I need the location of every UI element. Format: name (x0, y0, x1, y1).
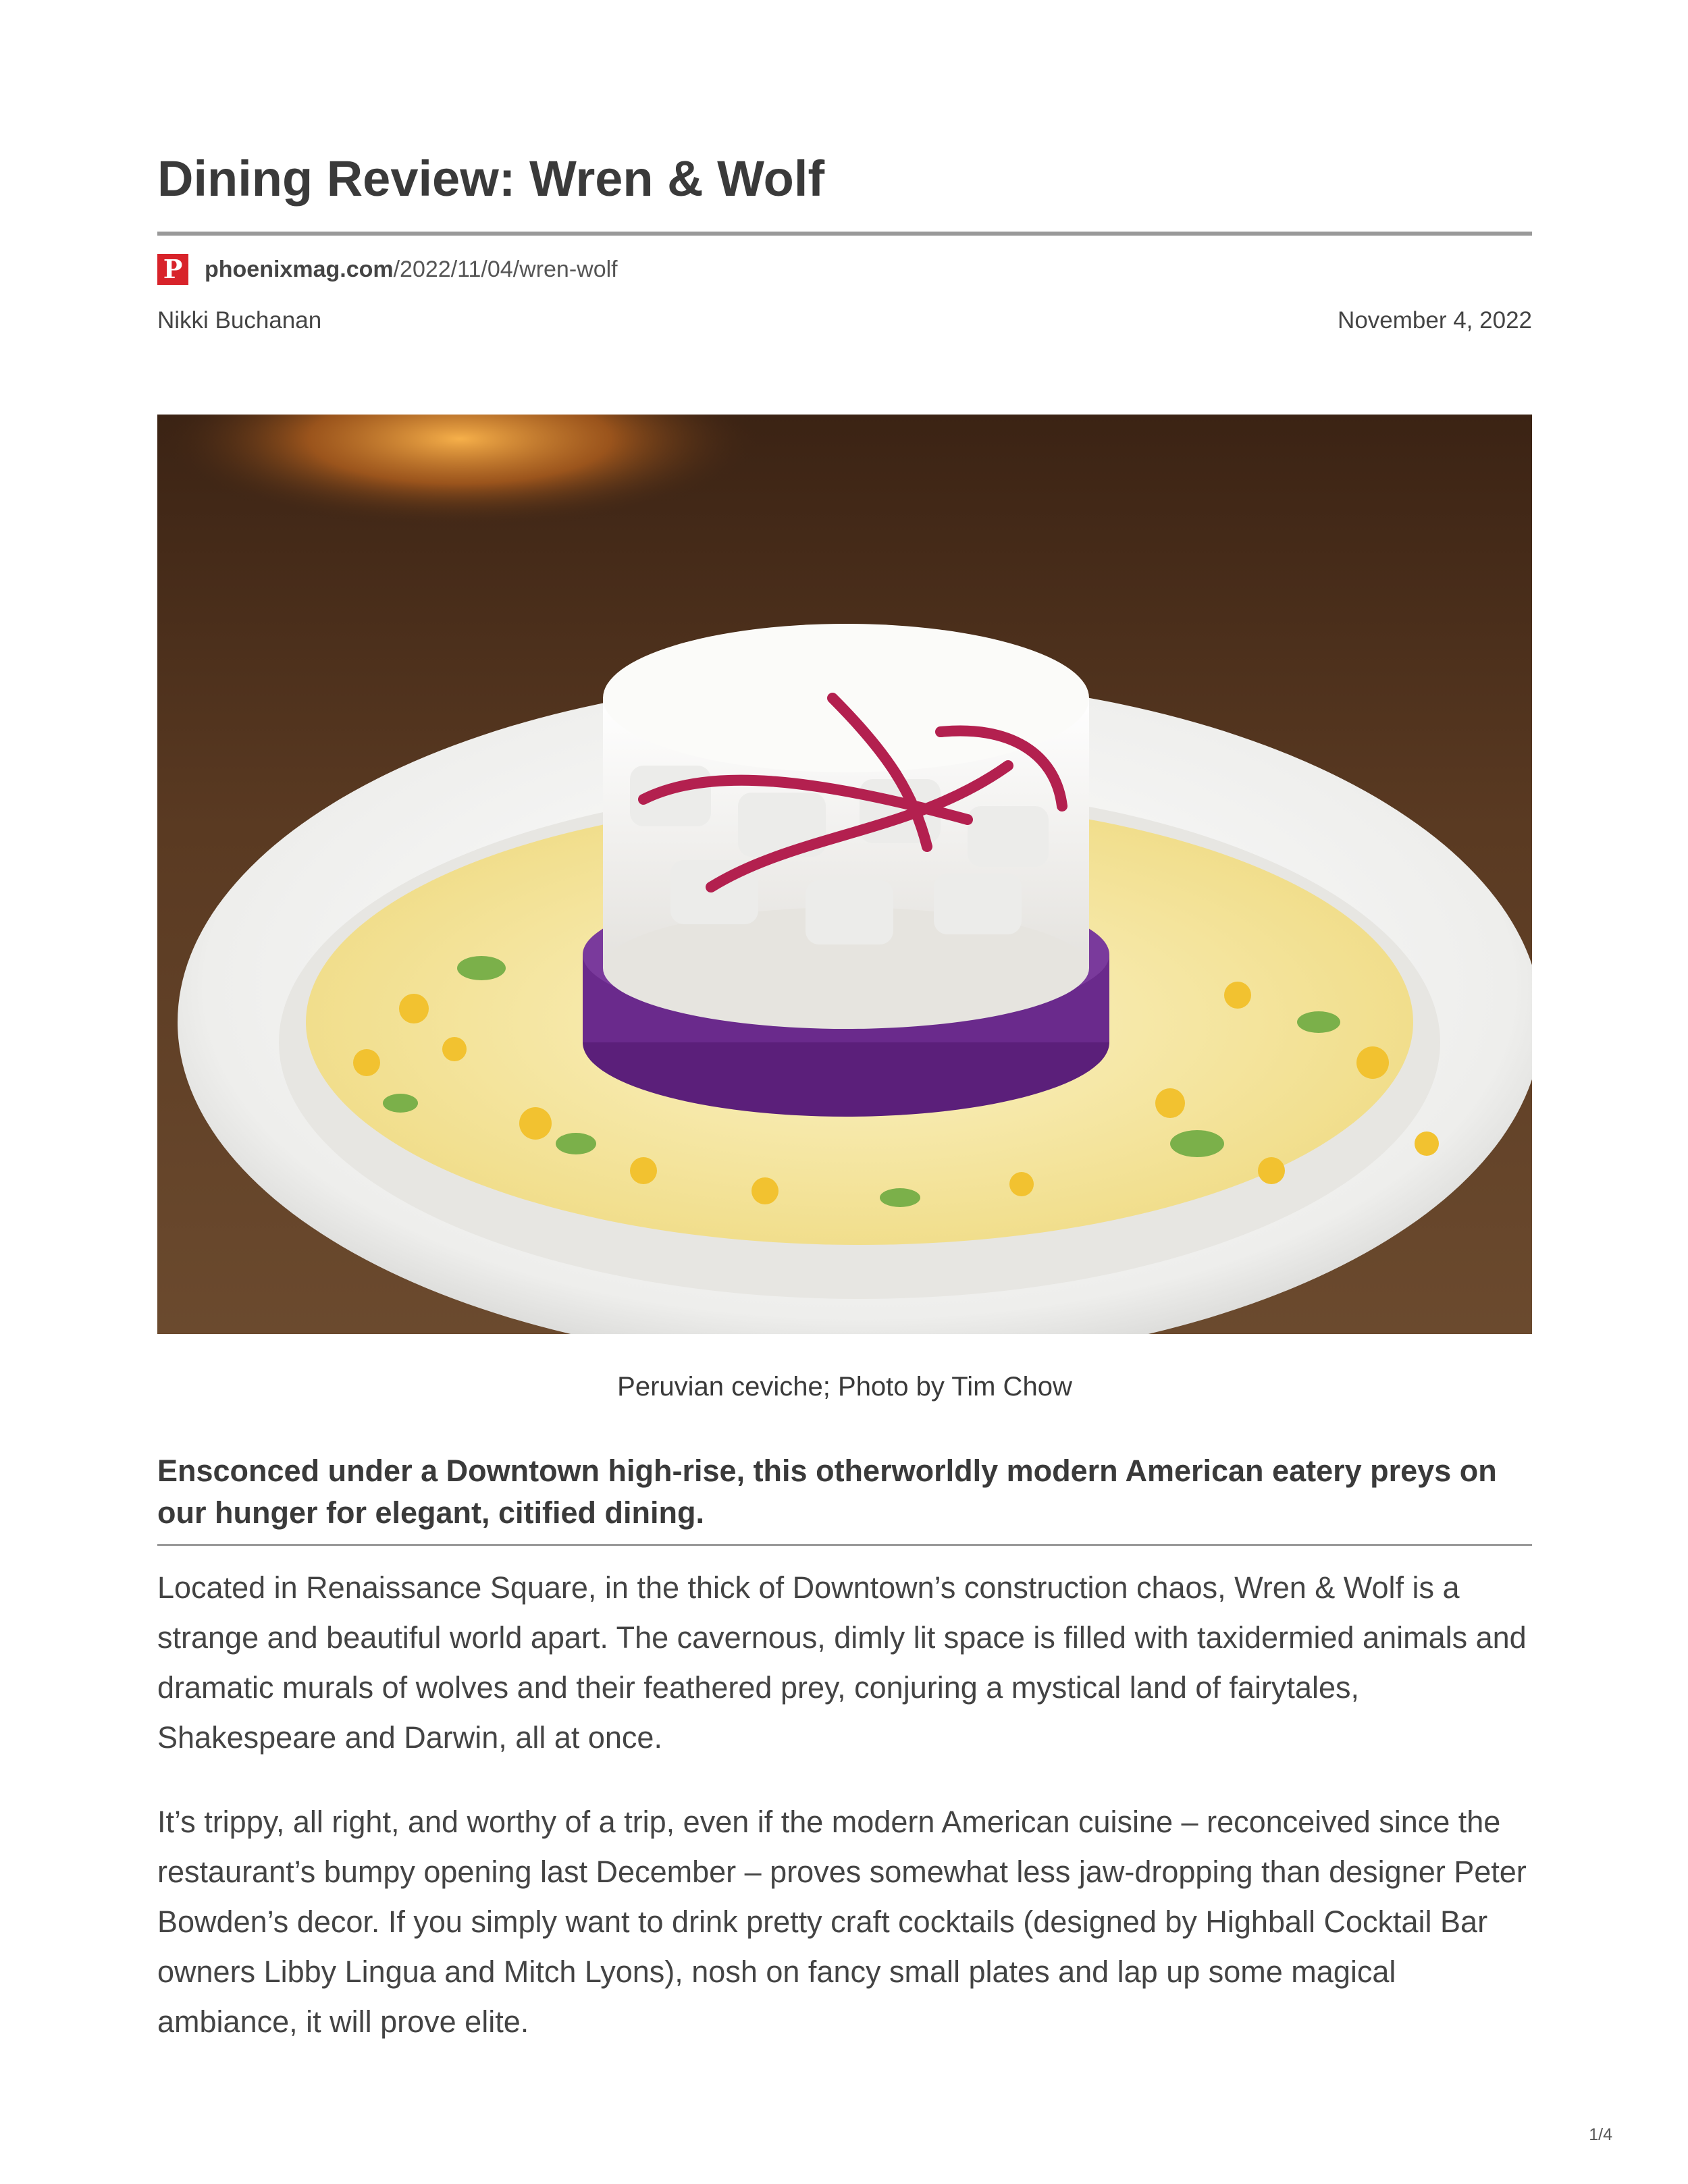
body-paragraph-1: Located in Renaissance Square, in the thick of Downtown’s construction chaos, Wren & Wolf is a strange and beautiful world apart. The cavernous, dimly lit space is filled with taxidermied animals and dramatic murals of wolves and their feathered prey, conjuring a mystical land of fairytales, Shakespeare and Darwin, all at once. (157, 1570, 1527, 1755)
page-number: 1/4 (1589, 2125, 1612, 2144)
title-divider (157, 232, 1532, 236)
phoenix-magazine-logo-icon (157, 254, 188, 285)
source-link[interactable] (205, 257, 618, 283)
hero-photo (157, 415, 1532, 1334)
source-line (157, 254, 618, 285)
author-name: Nikki Buchanan (157, 307, 322, 334)
byline-row (157, 307, 1532, 334)
source-path: /2022/11/04/wren-wolf (393, 256, 618, 282)
deck-divider (157, 1544, 1532, 1546)
image-caption: Peruvian ceviche; Photo by Tim Chow (617, 1372, 1072, 1402)
body-paragraph-2: It’s trippy, all right, and worthy of a trip, even if the modern American cuisine – reconceived since the restaurant’s bumpy opening last December – proves somewhat less jaw-dropping than designer Peter Bowden’s decor. If you simply want to drink pretty craft cocktails (designed by Highball Cocktail Bar owners Libby Lingua and Mitch Lyons), nosh on fancy small plates and lap up some magical ambiance, it will prove elite. (157, 1805, 1527, 2039)
ceviche-photo-illustration (157, 415, 1532, 1334)
article-deck: Ensconced under a Downtown high-rise, this otherworldly modern American eatery preys on our hunger for elegant, citified dining. (157, 1454, 1497, 1530)
article-title: Dining Review: Wren & Wolf (157, 151, 825, 207)
source-domain: phoenixmag.com (205, 256, 394, 282)
logo-letter: P (163, 254, 183, 284)
publish-date: November 4, 2022 (1338, 307, 1532, 334)
